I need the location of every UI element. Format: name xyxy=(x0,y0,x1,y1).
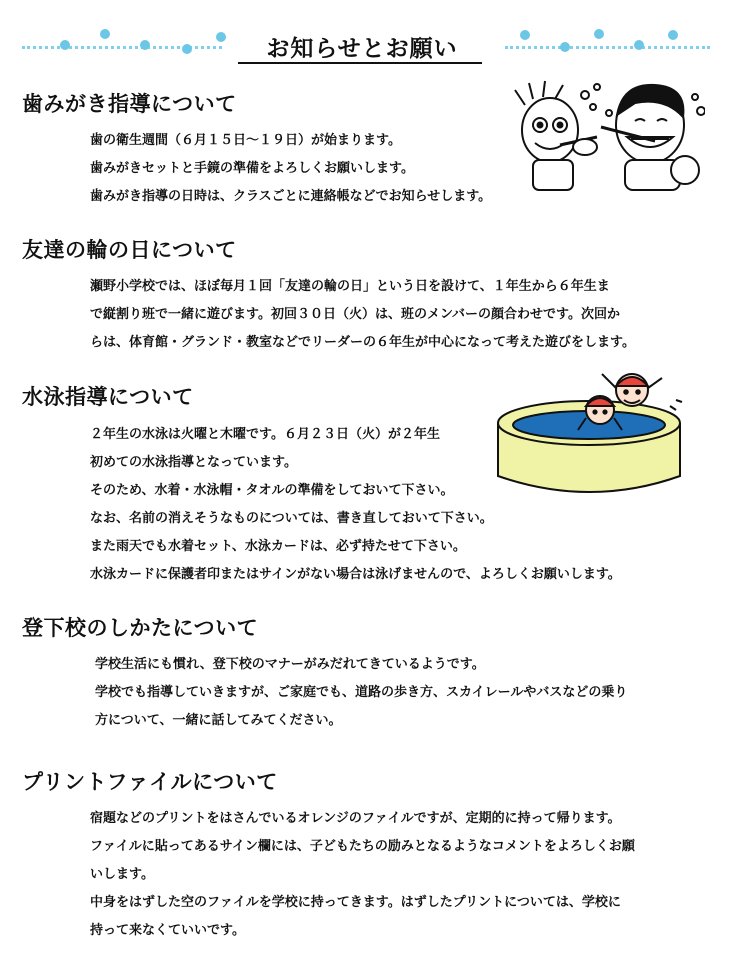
bubble-dots xyxy=(634,40,644,50)
bubble-dots xyxy=(668,30,678,40)
page-title: お知らせとお願い xyxy=(266,36,458,62)
section-heading-toothbrushing: 歯みがき指導について xyxy=(22,92,237,116)
body-line: 歯みがきセットと手鏡の準備をよろしくお願いします。 xyxy=(90,161,414,176)
body-line: ２年生の水泳は火曜と木曜です。６月２３日（火）が２年生 xyxy=(90,427,440,442)
body-line: 学校でも指導していきますが、ご家庭でも、道路の歩き方、スカイレールやバスなどの乗り xyxy=(95,685,628,700)
bubble-dots xyxy=(182,44,192,54)
body-line: で縦割り班で一緒に遊びます。初回３０日（火）は、班のメンバーの顔合わせです。次回か xyxy=(90,307,621,322)
body-line: 水泳カードに保護者印またはサインがない場合は泳げませんので、よろしくお願いします。 xyxy=(90,567,621,582)
body-line: 瀬野小学校では、ほぼ毎月１回「友達の輪の日」という日を設けて、１年生から６年生ま xyxy=(90,279,610,294)
header-dots-right xyxy=(505,46,710,51)
bubble-dots xyxy=(100,29,110,39)
body-line: なお、名前の消えそうなものについては、書き直しておいて下さい。 xyxy=(90,511,493,526)
body-line: 学校生活にも慣れ、登下校のマナーがみだれてきているようです。 xyxy=(95,657,485,672)
body-line: いします。 xyxy=(90,867,154,882)
section-heading-friendship-day: 友達の輪の日について xyxy=(22,238,237,262)
bubble-dots xyxy=(594,29,604,39)
tooth-brushing-illustration xyxy=(505,75,705,195)
body-line: 中身をはずした空のファイルを学校に持ってきます。はずしたプリントについては、学校に xyxy=(90,895,621,910)
body-line: らは、体育館・グランド・教室などでリーダーの６年生が中心になって考えた遊びをします。 xyxy=(90,335,635,350)
body-line: また雨天でも水着セット、水泳カードは、必ず持たせて下さい。 xyxy=(90,539,466,554)
page-header xyxy=(0,26,733,72)
bubble-dots xyxy=(140,40,150,50)
bubble-dots xyxy=(60,40,70,50)
body-line: そのため、水着・水泳帽・タオルの準備をしておいて下さい。 xyxy=(90,483,454,498)
section-heading-print-file: プリントファイルについて xyxy=(22,770,278,794)
title-underline xyxy=(238,62,482,64)
body-line: 初めての水泳指導となっています。 xyxy=(90,455,297,470)
section-heading-commuting: 登下校のしかたについて xyxy=(22,616,259,640)
body-line: 方について、一緒に話してみてください。 xyxy=(95,713,342,728)
body-line: ファイルに貼ってあるサイン欄には、子どもたちの励みとなるようなコメントをよろしくお願 xyxy=(90,839,635,854)
header-dots-left xyxy=(22,46,222,51)
bubble-dots xyxy=(216,32,226,42)
body-line: 歯の衛生週間（６月１５日～１９日）が始まります。 xyxy=(90,133,401,148)
body-line: 持って来なくていいです。 xyxy=(90,923,245,938)
swimming-pool-illustration xyxy=(490,368,690,508)
bubble-dots xyxy=(560,42,570,52)
body-line: 歯みがき指導の日時は、クラスごとに連絡帳などでお知らせします。 xyxy=(90,189,492,204)
body-line: 宿題などのプリントをはさんでいるオレンジのファイルですが、定期的に持って帰ります。 xyxy=(90,811,621,826)
section-heading-swimming: 水泳指導について xyxy=(22,385,194,409)
bubble-dots xyxy=(520,30,530,40)
